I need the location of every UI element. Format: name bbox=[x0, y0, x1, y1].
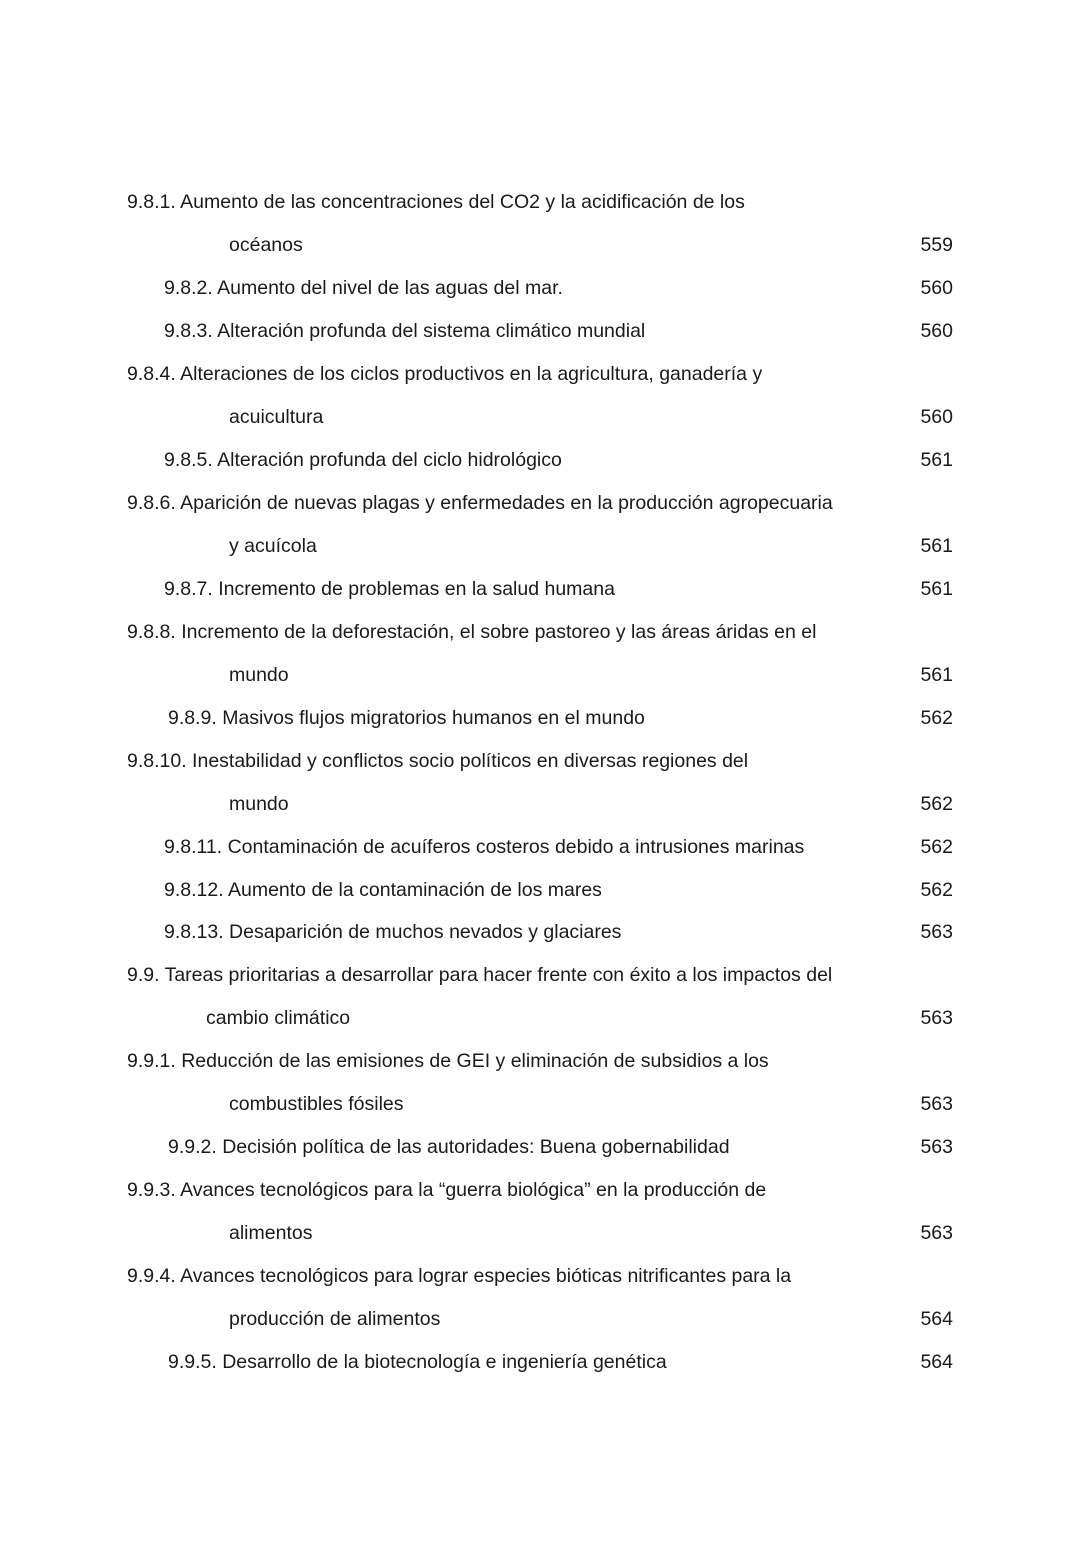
toc-entry bbox=[0, 187, 1080, 217]
toc-entry-title: 9.8.4. Alteraciones de los ciclos productivos en la agricultura, ganadería y bbox=[127, 363, 763, 385]
toc-entry bbox=[0, 1175, 1080, 1205]
toc-entry-title: mundo bbox=[229, 793, 289, 815]
toc-entry-page-number: 560 bbox=[920, 277, 953, 299]
toc-entry-title: 9.9.2. Decisión política de las autoridades: Buena gobernabilidad bbox=[168, 1136, 730, 1158]
toc-entry bbox=[0, 1304, 1080, 1334]
toc-entry-title: 9.8.1. Aumento de las concentraciones del CO2 y la acidificación de los bbox=[127, 191, 745, 213]
toc-entry-page-number: 564 bbox=[920, 1308, 953, 1330]
toc-entry bbox=[0, 660, 1080, 690]
toc-entry bbox=[0, 402, 1080, 432]
toc-entry-title: 9.9.3. Avances tecnológicos para la “guerra biológica” en la producción de bbox=[127, 1179, 767, 1201]
toc-entry bbox=[0, 1003, 1080, 1033]
toc-entry-title: océanos bbox=[229, 234, 303, 256]
toc-entry-title: 9.9. Tareas prioritarias a desarrollar para hacer frente con éxito a los impactos del bbox=[127, 964, 833, 986]
toc-entry-page-number: 563 bbox=[920, 1222, 953, 1244]
toc-entry bbox=[0, 703, 1080, 733]
toc-entry bbox=[0, 359, 1080, 389]
toc-entry-page-number: 562 bbox=[920, 707, 953, 729]
toc-entry-page-number: 563 bbox=[920, 1136, 953, 1158]
toc-entry-page-number: 563 bbox=[920, 1007, 953, 1029]
toc-entry bbox=[0, 574, 1080, 604]
toc-entry-page-number: 561 bbox=[920, 578, 953, 600]
toc-entry-page-number: 563 bbox=[920, 1093, 953, 1115]
toc-entry-page-number: 562 bbox=[920, 836, 953, 858]
toc-entry-title: 9.8.9. Masivos flujos migratorios humanos en el mundo bbox=[168, 707, 645, 729]
toc-entry bbox=[0, 445, 1080, 475]
toc-entry-title: 9.8.12. Aumento de la contaminación de los mares bbox=[164, 879, 602, 901]
toc-entry-title: cambio climático bbox=[206, 1007, 351, 1029]
toc-entry bbox=[0, 1261, 1080, 1291]
toc-entry bbox=[0, 875, 1080, 905]
toc-entry bbox=[0, 488, 1080, 518]
toc-entry-page-number: 560 bbox=[920, 320, 953, 342]
toc-entry-title: mundo bbox=[229, 664, 289, 686]
toc-entry-title: 9.8.10. Inestabilidad y conflictos socio políticos en diversas regiones del bbox=[127, 750, 749, 772]
toc-entry-title: 9.9.1. Reducción de las emisiones de GEI y eliminación de subsidios a los bbox=[127, 1050, 769, 1072]
toc-entry-page-number: 560 bbox=[920, 406, 953, 428]
toc-entry-page-number: 561 bbox=[920, 449, 953, 471]
toc-entry-title: 9.8.5. Alteración profunda del ciclo hidrológico bbox=[164, 449, 562, 471]
toc-entry-title: 9.9.5. Desarrollo de la biotecnología e ingeniería genética bbox=[168, 1351, 667, 1373]
toc-entry-title: acuicultura bbox=[229, 406, 324, 428]
toc-entry bbox=[0, 531, 1080, 561]
toc-entry-title: 9.8.2. Aumento del nivel de las aguas del mar. bbox=[164, 277, 563, 299]
toc-entry-page-number: 562 bbox=[920, 879, 953, 901]
toc-entry bbox=[0, 1046, 1080, 1076]
toc-entry-title: 9.8.13. Desaparición de muchos nevados y glaciares bbox=[164, 921, 622, 943]
toc-entry-title: 9.8.11. Contaminación de acuíferos costeros debido a intrusiones marinas bbox=[164, 836, 805, 858]
toc-entry bbox=[0, 789, 1080, 819]
toc-entry-title: 9.8.3. Alteración profunda del sistema climático mundial bbox=[164, 320, 646, 342]
toc-entry-title: 9.9.4. Avances tecnológicos para lograr especies bióticas nitrificantes para la bbox=[127, 1265, 792, 1287]
toc-entry-page-number: 562 bbox=[920, 793, 953, 815]
toc-entry-page-number: 563 bbox=[920, 921, 953, 943]
toc-entry-title: producción de alimentos bbox=[229, 1308, 441, 1330]
toc-entry-title: 9.8.8. Incremento de la deforestación, el sobre pastoreo y las áreas áridas en el bbox=[127, 621, 817, 643]
toc-entry-title: y acuícola bbox=[229, 535, 317, 557]
toc-entry bbox=[0, 230, 1080, 260]
toc-entry-page-number: 559 bbox=[920, 234, 953, 256]
toc-entry-title: combustibles fósiles bbox=[229, 1093, 404, 1115]
toc-entry bbox=[0, 617, 1080, 647]
toc-entry bbox=[0, 1347, 1080, 1377]
toc-entry bbox=[0, 273, 1080, 303]
toc-entry-title: alimentos bbox=[229, 1222, 313, 1244]
toc-entry bbox=[0, 832, 1080, 862]
toc-entry-page-number: 561 bbox=[920, 664, 953, 686]
toc-entry bbox=[0, 1089, 1080, 1119]
toc-entry bbox=[0, 917, 1080, 947]
toc-entry bbox=[0, 316, 1080, 346]
toc-entry-page-number: 561 bbox=[920, 535, 953, 557]
toc-entry-title: 9.8.6. Aparición de nuevas plagas y enfermedades en la producción agropecuaria bbox=[127, 492, 833, 514]
toc-entry-page-number: 564 bbox=[920, 1351, 953, 1373]
toc-entry bbox=[0, 960, 1080, 990]
toc-entry-title: 9.8.7. Incremento de problemas en la salud humana bbox=[164, 578, 615, 600]
toc-entry bbox=[0, 1218, 1080, 1248]
toc-entry bbox=[0, 746, 1080, 776]
toc-entry bbox=[0, 1132, 1080, 1162]
